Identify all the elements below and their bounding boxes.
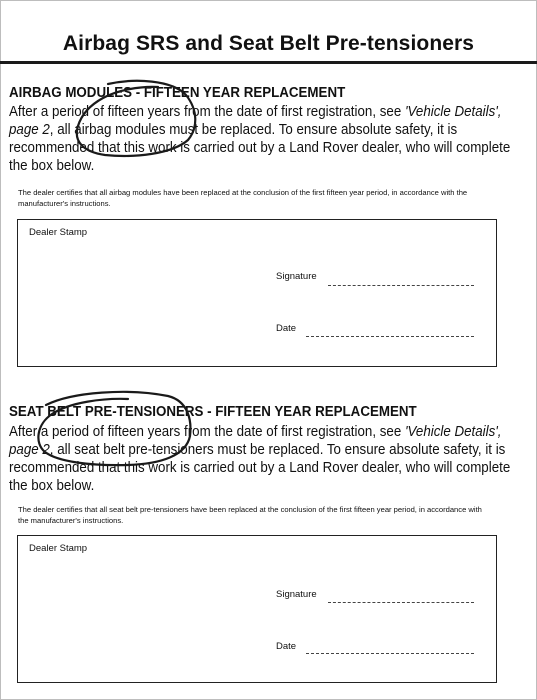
- seatbelt-cert-line-1: The dealer certifies that all seat belt pre-tensioners have been replaced at the conclusion of the first fifteen year period, in accordance with: [18, 505, 482, 514]
- airbag-line2-text: , all airbag modules must be replaced. To ensure absolute safety, it is: [49, 122, 458, 138]
- seatbelt-para-line-2: [9, 441, 505, 459]
- seatbelt-date-field[interactable]: [306, 653, 474, 654]
- seatbelt-dealer-stamp-label: Dealer Stamp: [29, 543, 88, 554]
- page-title: Airbag SRS and Seat Belt Pre-tensioners: [62, 32, 475, 55]
- airbag-line1-italic: 'Vehicle Details',: [404, 104, 502, 120]
- airbag-dealer-box[interactable]: [17, 219, 497, 367]
- airbag-heading: AIRBAG MODULES - FIFTEEN YEAR REPLACEMENT: [9, 85, 346, 101]
- title-rule: [0, 61, 537, 64]
- seatbelt-para-line-4: the box below.: [9, 478, 95, 494]
- airbag-date-field[interactable]: [306, 336, 474, 337]
- airbag-date-label: Date: [276, 323, 297, 334]
- seatbelt-cert-line-2: the manufacturer's instructions.: [18, 516, 124, 525]
- seatbelt-date-label: Date: [276, 641, 297, 652]
- airbag-para-line-3: recommended that this work is carried out by a Land Rover dealer, who will complete: [9, 140, 511, 156]
- airbag-dealer-stamp-label: Dealer Stamp: [29, 227, 88, 238]
- seatbelt-para-line-3: recommended that this work is carried out by a Land Rover dealer, who will complete: [9, 460, 511, 476]
- seatbelt-signature-label: Signature: [276, 589, 317, 600]
- seatbelt-line1-text: After a period of fifteen years from the date of first registration, see: [9, 424, 405, 440]
- seatbelt-dealer-box[interactable]: [17, 535, 497, 683]
- seatbelt-line1-italic: 'Vehicle Details',: [404, 424, 502, 440]
- airbag-signature-field[interactable]: [328, 285, 474, 286]
- airbag-cert-line-2: manufacturer's instructions.: [18, 199, 111, 208]
- seatbelt-line2-italic: page 2: [9, 442, 50, 458]
- airbag-para-line-2: [9, 121, 457, 139]
- airbag-line2-italic: page 2: [9, 122, 50, 138]
- airbag-para-line-1: [9, 103, 502, 121]
- airbag-line1-text: After a period of fifteen years from the date of first registration, see: [9, 104, 405, 120]
- seatbelt-line2-text: , all seat belt pre-tensioners must be replaced. To ensure absolute safety, it is: [49, 442, 506, 458]
- seatbelt-para-line-1: [9, 423, 502, 441]
- seatbelt-signature-field[interactable]: [328, 602, 474, 603]
- airbag-para-line-4: the box below.: [9, 158, 95, 174]
- airbag-cert-line-1: The dealer certifies that all airbag modules have been replaced at the conclusion of the first fifteen year period, in accordance with the: [18, 188, 468, 197]
- airbag-signature-label: Signature: [276, 271, 317, 282]
- seatbelt-heading: SEAT BELT PRE-TENSIONERS - FIFTEEN YEAR REPLACEMENT: [9, 404, 417, 420]
